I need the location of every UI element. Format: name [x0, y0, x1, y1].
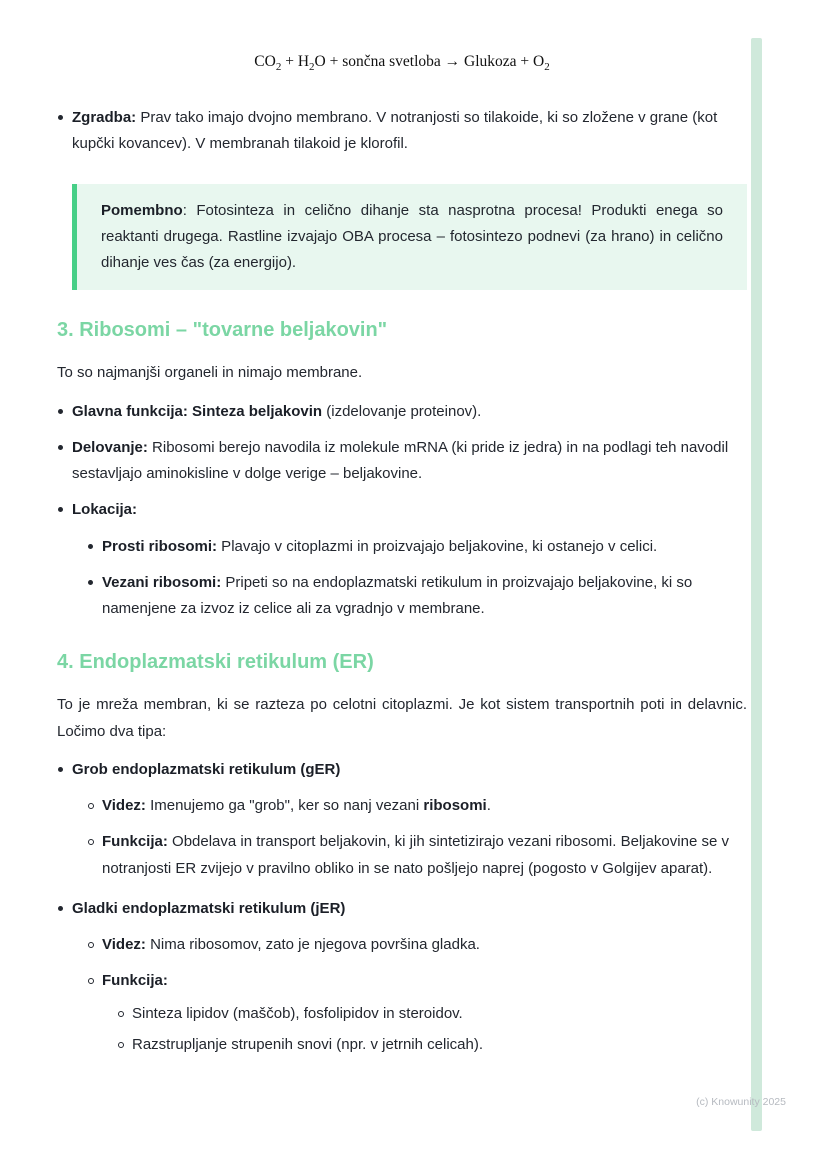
list-item-grob-videz [87, 793, 747, 819]
funkcija-sublist [102, 1001, 747, 1059]
lokacija-sublist [72, 534, 747, 623]
list-item-lokacija [57, 497, 747, 622]
bullet-marker [117, 1032, 132, 1058]
list-item-text: Lokacija: [72, 501, 138, 519]
gladki-er-sublist [72, 932, 747, 1058]
bullet-marker [87, 829, 102, 882]
bullet-icon [58, 115, 63, 120]
bullet-icon [58, 507, 63, 512]
list-item-grob-er [57, 757, 747, 882]
circle-bullet-icon [88, 978, 94, 984]
list-item-gladki-videz [87, 932, 747, 958]
chemical-equation: $CO_2 + H_2O$ + sončna svetloba → Glukoza + $O_2$ [254, 53, 550, 74]
list-item-sinteza-lipidov [117, 1001, 747, 1027]
list-item-zgradba [57, 105, 747, 158]
list-item-text: Vezani ribosomi: Pripeti so na endoplazmatski retikulum in proizvajajo beljakovine, ki so namenjene za izvoz iz celice ali za vgradnjo v membrane. [102, 573, 693, 618]
list-item-text: Glavna funkcija: Sinteza beljakovin (izdelovanje proteinov). [72, 402, 482, 420]
circle-bullet-icon [118, 1042, 124, 1048]
list-item-razstrupljanje [117, 1032, 747, 1058]
list-item-gladki-er [57, 896, 747, 1058]
bullet-marker [87, 968, 102, 1058]
list-item-text: Funkcija: [102, 972, 168, 990]
circle-bullet-icon [118, 1011, 124, 1017]
list-item-vezani-ribosomi [87, 570, 747, 623]
bullet-marker [57, 399, 72, 425]
page-edge-accent [751, 38, 762, 1131]
list-item-grob-funkcija [87, 829, 747, 882]
grob-er-sublist [72, 793, 747, 882]
section-heading-ribosomi: 3. Ribosomi – "tovarne beljakovin" [57, 319, 388, 342]
bullet-marker [87, 793, 102, 819]
section4-list [57, 757, 747, 1058]
list-item-text: Funkcija: Obdelava in transport beljakovin, ki jih sintetizirajo vezani ribosomi. Beljakovine se v notranjosti ER zvijejo v pravilno obliko in se nato pošljejo naprej (pogosto v Golgijev aparat). [102, 833, 729, 877]
list-item-text: Razstrupljanje strupenih snovi (npr. v jetrnih celicah). [132, 1035, 483, 1053]
section4-intro: To je mreža membran, ki se razteza po celotni citoplazmi. Je kot sistem transportnih poti in delavnic. Ločimo dva tipa: [57, 696, 747, 740]
bullet-marker [57, 435, 72, 488]
bullet-icon [58, 409, 63, 414]
section-heading-er: 4. Endoplazmatski retikulum (ER) [57, 651, 374, 674]
important-callout [72, 184, 747, 291]
list-item-prosti-ribosomi [87, 534, 747, 560]
bullet-marker [57, 105, 72, 158]
list-item-text: Sinteza lipidov (maščob), fosfolipidov in steroidov. [132, 1004, 463, 1022]
bullet-icon [58, 767, 63, 772]
bullet-marker [87, 534, 102, 560]
circle-bullet-icon [88, 839, 94, 845]
bullet-marker [57, 497, 72, 622]
list-item-delovanje [57, 435, 747, 488]
bullet-marker [57, 896, 72, 1058]
circle-bullet-icon [88, 942, 94, 948]
list-item-text: Prosti ribosomi: Plavajo v citoplazmi in proizvajajo beljakovine, ki ostanejo v celici. [102, 537, 658, 555]
list-item-text: Zgradba: Prav tako imajo dvojno membrano. V notranjosti so tilakoide, ki so zložene v grane (kot kupčki kovancev). V membranah tilakoid je klorofil. [72, 109, 718, 153]
list-item-text: Delovanje: Ribosomi berejo navodila iz molekule mRNA (ki pride iz jedra) in na podlagi teh navodil sestavljajo aminokisline v dolge verige – beljakovine. [72, 438, 729, 483]
list-item-text: Gladki endoplazmatski retikulum (jER) [72, 899, 346, 917]
list-item-text: Videz: Nima ribosomov, zato je njegova površina gladka. [102, 936, 480, 954]
list-item-glavna-funkcija [57, 399, 747, 425]
section3-list [57, 399, 747, 623]
circle-bullet-icon [88, 803, 94, 809]
intro-list [57, 105, 747, 158]
bullet-icon [88, 544, 93, 549]
bullet-marker [87, 570, 102, 623]
bullet-marker [117, 1001, 132, 1027]
bullet-marker [87, 932, 102, 958]
list-item-gladki-funkcija [87, 968, 747, 1058]
bullet-icon [58, 445, 63, 450]
bullet-icon [88, 580, 93, 585]
bullet-marker [57, 757, 72, 882]
list-item-text: Videz: Imenujemo ga "grob", ker so nanj vezani ribosomi. [102, 797, 491, 815]
callout-text: Pomembno: Fotosinteza in celično dihanje sta nasprotna procesa! Produkti enega so reaktanti drugega. Rastline izvajajo OBA procesa – fotosintezo podnevi (za hrano) in celično dihanje ves čas (za energijo). [101, 201, 723, 272]
section3-intro: To so najmanjši organeli in nimajo membrane. [57, 364, 363, 382]
list-item-text: Grob endoplazmatski retikulum (gER) [72, 760, 341, 778]
copyright-footer: (c) Knowunity 2025 [696, 1096, 786, 1108]
bullet-icon [58, 906, 63, 911]
